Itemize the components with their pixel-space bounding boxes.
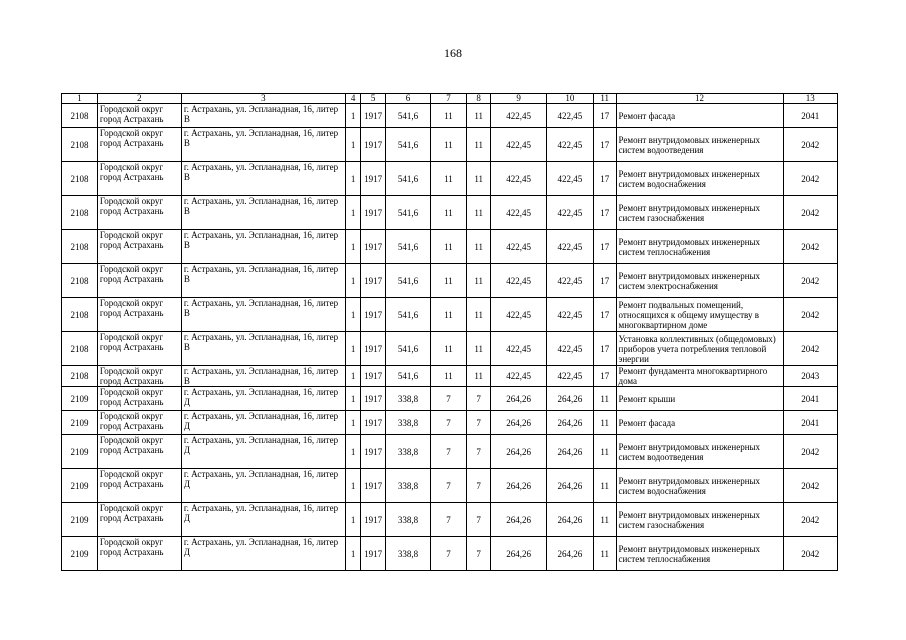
col9-cell: 264,26 [491, 469, 546, 503]
col9-cell: 422,45 [491, 230, 546, 264]
municipality-cell: Городской округ город Астрахань [97, 332, 181, 366]
work-type-cell: Ремонт фасада [616, 104, 783, 128]
address-cell: г. Астрахань, ул. Эспланадная, 16, литер В [181, 162, 345, 196]
col10-cell: 422,45 [546, 128, 593, 162]
work-type-cell: Ремонт внутридомовых инженерных систем теплоснабжения [616, 230, 783, 264]
col11-cell: 17 [593, 196, 616, 230]
plan-year-cell: 2042 [783, 537, 837, 571]
row-id-cell: 2109 [62, 387, 98, 411]
area-cell: 541,6 [385, 104, 430, 128]
col7-cell: 7 [431, 503, 467, 537]
col11-cell: 11 [593, 503, 616, 537]
address-cell: г. Астрахань, ул. Эспланадная, 16, литер Д [181, 503, 345, 537]
year-cell: 1917 [361, 230, 386, 264]
work-type-cell: Ремонт внутридомовых инженерных систем водоотведения [616, 128, 783, 162]
plan-year-cell: 2042 [783, 264, 837, 298]
col9-cell: 264,26 [491, 411, 546, 435]
col4-cell: 1 [345, 411, 360, 435]
col8-cell: 11 [466, 162, 491, 196]
address-cell: г. Астрахань, ул. Эспланадная, 16, литер Д [181, 387, 345, 411]
col11-cell: 17 [593, 264, 616, 298]
col11-cell: 11 [593, 411, 616, 435]
work-type-cell: Ремонт внутридомовых инженерных систем газоснабжения [616, 503, 783, 537]
col4-cell: 1 [345, 264, 360, 298]
col11-cell: 17 [593, 332, 616, 366]
col8-cell: 7 [466, 387, 491, 411]
row-id-cell: 2109 [62, 537, 98, 571]
col8-cell: 11 [466, 230, 491, 264]
municipality-cell: Городской округ город Астрахань [97, 196, 181, 230]
plan-year-cell: 2042 [783, 435, 837, 469]
area-cell: 541,6 [385, 264, 430, 298]
col7-cell: 11 [431, 230, 467, 264]
table-row [62, 298, 838, 332]
area-cell: 338,8 [385, 503, 430, 537]
row-id-cell: 2108 [62, 162, 98, 196]
address-cell: г. Астрахань, ул. Эспланадная, 16, литер В [181, 128, 345, 162]
plan-year-cell: 2042 [783, 196, 837, 230]
col7-cell: 7 [431, 387, 467, 411]
col11-cell: 11 [593, 387, 616, 411]
col4-cell: 1 [345, 104, 360, 128]
work-type-cell: Ремонт фасада [616, 411, 783, 435]
year-cell: 1917 [361, 162, 386, 196]
year-cell: 1917 [361, 128, 386, 162]
year-cell: 1917 [361, 435, 386, 469]
col9-cell: 422,45 [491, 332, 546, 366]
col8-cell: 11 [466, 332, 491, 366]
plan-year-cell: 2041 [783, 104, 837, 128]
address-cell: г. Астрахань, ул. Эспланадная, 16, литер В [181, 298, 345, 332]
row-id-cell: 2108 [62, 332, 98, 366]
column-number-cell: 6 [385, 94, 430, 104]
area-cell: 541,6 [385, 332, 430, 366]
area-cell: 541,6 [385, 162, 430, 196]
plan-year-cell: 2042 [783, 128, 837, 162]
municipality-cell: Городской округ город Астрахань [97, 162, 181, 196]
col9-cell: 264,26 [491, 503, 546, 537]
table-row [62, 503, 838, 537]
col10-cell: 422,45 [546, 366, 593, 387]
row-id-cell: 2109 [62, 503, 98, 537]
col9-cell: 422,45 [491, 162, 546, 196]
col7-cell: 7 [431, 435, 467, 469]
area-cell: 541,6 [385, 128, 430, 162]
address-cell: г. Астрахань, ул. Эспланадная, 16, литер В [181, 332, 345, 366]
column-number-cell: 13 [783, 94, 837, 104]
col11-cell: 17 [593, 366, 616, 387]
table-row [62, 537, 838, 571]
col8-cell: 11 [466, 104, 491, 128]
table-row [62, 196, 838, 230]
table-row [62, 411, 838, 435]
col11-cell: 11 [593, 469, 616, 503]
col10-cell: 264,26 [546, 387, 593, 411]
col11-cell: 11 [593, 537, 616, 571]
column-number-cell: 12 [616, 94, 783, 104]
col4-cell: 1 [345, 435, 360, 469]
row-id-cell: 2108 [62, 128, 98, 162]
year-cell: 1917 [361, 104, 386, 128]
column-number-cell: 3 [181, 94, 345, 104]
col10-cell: 422,45 [546, 230, 593, 264]
municipality-cell: Городской округ город Астрахань [97, 230, 181, 264]
column-number-cell: 5 [361, 94, 386, 104]
col10-cell: 422,45 [546, 298, 593, 332]
col4-cell: 1 [345, 366, 360, 387]
year-cell: 1917 [361, 298, 386, 332]
col4-cell: 1 [345, 503, 360, 537]
work-type-cell: Ремонт внутридомовых инженерных систем теплоснабжения [616, 537, 783, 571]
column-number-cell: 2 [97, 94, 181, 104]
col8-cell: 11 [466, 128, 491, 162]
municipality-cell: Городской округ город Астрахань [97, 264, 181, 298]
row-id-cell: 2109 [62, 435, 98, 469]
year-cell: 1917 [361, 469, 386, 503]
work-type-cell: Установка коллективных (общедомовых) приборов учета потребления тепловой энергии [616, 332, 783, 366]
plan-year-cell: 2042 [783, 298, 837, 332]
col7-cell: 11 [431, 104, 467, 128]
address-cell: г. Астрахань, ул. Эспланадная, 16, литер В [181, 366, 345, 387]
capital-repair-table [61, 93, 838, 571]
col10-cell: 422,45 [546, 332, 593, 366]
col9-cell: 264,26 [491, 435, 546, 469]
col9-cell: 422,45 [491, 366, 546, 387]
municipality-cell: Городской округ город Астрахань [97, 469, 181, 503]
col4-cell: 1 [345, 537, 360, 571]
work-type-cell: Ремонт внутридомовых инженерных систем газоснабжения [616, 196, 783, 230]
plan-year-cell: 2042 [783, 162, 837, 196]
col7-cell: 11 [431, 264, 467, 298]
area-cell: 338,8 [385, 469, 430, 503]
area-cell: 338,8 [385, 537, 430, 571]
column-number-row [62, 94, 838, 104]
col7-cell: 11 [431, 366, 467, 387]
area-cell: 338,8 [385, 387, 430, 411]
year-cell: 1917 [361, 332, 386, 366]
col4-cell: 1 [345, 387, 360, 411]
col10-cell: 422,45 [546, 264, 593, 298]
area-cell: 338,8 [385, 435, 430, 469]
col9-cell: 422,45 [491, 196, 546, 230]
col7-cell: 7 [431, 537, 467, 571]
table-row [62, 128, 838, 162]
row-id-cell: 2108 [62, 298, 98, 332]
col9-cell: 422,45 [491, 264, 546, 298]
work-type-cell: Ремонт фундамента многоквартирного дома [616, 366, 783, 387]
address-cell: г. Астрахань, ул. Эспланадная, 16, литер В [181, 104, 345, 128]
plan-year-cell: 2042 [783, 469, 837, 503]
col7-cell: 11 [431, 196, 467, 230]
column-number-cell: 10 [546, 94, 593, 104]
address-cell: г. Астрахань, ул. Эспланадная, 16, литер Д [181, 435, 345, 469]
work-type-cell: Ремонт крыши [616, 387, 783, 411]
col11-cell: 17 [593, 162, 616, 196]
row-id-cell: 2108 [62, 366, 98, 387]
page-number: 168 [444, 46, 462, 60]
work-type-cell: Ремонт подвальных помещений, относящихся к общему имуществу в многоквартирном доме [616, 298, 783, 332]
col8-cell: 7 [466, 537, 491, 571]
col8-cell: 7 [466, 503, 491, 537]
column-number-cell: 8 [466, 94, 491, 104]
table-row [62, 332, 838, 366]
col10-cell: 264,26 [546, 503, 593, 537]
address-cell: г. Астрахань, ул. Эспланадная, 16, литер Д [181, 411, 345, 435]
col4-cell: 1 [345, 332, 360, 366]
column-number-cell: 1 [62, 94, 98, 104]
table-row [62, 104, 838, 128]
column-number-cell: 11 [593, 94, 616, 104]
col10-cell: 264,26 [546, 537, 593, 571]
col8-cell: 7 [466, 469, 491, 503]
table-row [62, 366, 838, 387]
col11-cell: 17 [593, 104, 616, 128]
work-type-cell: Ремонт внутридомовых инженерных систем электроснабжения [616, 264, 783, 298]
col4-cell: 1 [345, 298, 360, 332]
col8-cell: 11 [466, 366, 491, 387]
col7-cell: 7 [431, 469, 467, 503]
work-type-cell: Ремонт внутридомовых инженерных систем водоснабжения [616, 162, 783, 196]
address-cell: г. Астрахань, ул. Эспланадная, 16, литер В [181, 230, 345, 264]
year-cell: 1917 [361, 537, 386, 571]
column-number-cell: 9 [491, 94, 546, 104]
col7-cell: 11 [431, 162, 467, 196]
col10-cell: 264,26 [546, 469, 593, 503]
work-type-cell: Ремонт внутридомовых инженерных систем водоотведения [616, 435, 783, 469]
col8-cell: 7 [466, 435, 491, 469]
municipality-cell: Городской округ город Астрахань [97, 537, 181, 571]
area-cell: 541,6 [385, 196, 430, 230]
table-row [62, 162, 838, 196]
col11-cell: 17 [593, 298, 616, 332]
row-id-cell: 2109 [62, 411, 98, 435]
area-cell: 541,6 [385, 230, 430, 264]
area-cell: 541,6 [385, 366, 430, 387]
col4-cell: 1 [345, 196, 360, 230]
row-id-cell: 2108 [62, 196, 98, 230]
col10-cell: 264,26 [546, 435, 593, 469]
table-row [62, 387, 838, 411]
municipality-cell: Городской округ город Астрахань [97, 104, 181, 128]
year-cell: 1917 [361, 387, 386, 411]
col9-cell: 422,45 [491, 104, 546, 128]
col10-cell: 422,45 [546, 104, 593, 128]
year-cell: 1917 [361, 366, 386, 387]
row-id-cell: 2109 [62, 469, 98, 503]
municipality-cell: Городской округ город Астрахань [97, 435, 181, 469]
row-id-cell: 2108 [62, 264, 98, 298]
col9-cell: 264,26 [491, 537, 546, 571]
plan-year-cell: 2043 [783, 366, 837, 387]
col9-cell: 422,45 [491, 128, 546, 162]
plan-year-cell: 2041 [783, 411, 837, 435]
plan-year-cell: 2042 [783, 332, 837, 366]
table-row [62, 435, 838, 469]
municipality-cell: Городской округ город Астрахань [97, 298, 181, 332]
address-cell: г. Астрахань, ул. Эспланадная, 16, литер В [181, 264, 345, 298]
col7-cell: 7 [431, 411, 467, 435]
col7-cell: 11 [431, 128, 467, 162]
col7-cell: 11 [431, 332, 467, 366]
table-row [62, 469, 838, 503]
work-type-cell: Ремонт внутридомовых инженерных систем водоснабжения [616, 469, 783, 503]
year-cell: 1917 [361, 411, 386, 435]
row-id-cell: 2108 [62, 104, 98, 128]
year-cell: 1917 [361, 264, 386, 298]
address-cell: г. Астрахань, ул. Эспланадная, 16, литер Д [181, 469, 345, 503]
plan-year-cell: 2042 [783, 503, 837, 537]
year-cell: 1917 [361, 503, 386, 537]
col4-cell: 1 [345, 230, 360, 264]
municipality-cell: Городской округ город Астрахань [97, 128, 181, 162]
municipality-cell: Городской округ город Астрахань [97, 366, 181, 387]
plan-year-cell: 2042 [783, 230, 837, 264]
area-cell: 338,8 [385, 411, 430, 435]
col7-cell: 11 [431, 298, 467, 332]
col8-cell: 11 [466, 196, 491, 230]
plan-year-cell: 2041 [783, 387, 837, 411]
row-id-cell: 2108 [62, 230, 98, 264]
year-cell: 1917 [361, 196, 386, 230]
table-row [62, 230, 838, 264]
col10-cell: 264,26 [546, 411, 593, 435]
col4-cell: 1 [345, 162, 360, 196]
municipality-cell: Городской округ город Астрахань [97, 503, 181, 537]
col10-cell: 422,45 [546, 162, 593, 196]
area-cell: 541,6 [385, 298, 430, 332]
col4-cell: 1 [345, 128, 360, 162]
col9-cell: 422,45 [491, 298, 546, 332]
col11-cell: 17 [593, 230, 616, 264]
col10-cell: 422,45 [546, 196, 593, 230]
municipality-cell: Городской округ город Астрахань [97, 411, 181, 435]
col9-cell: 264,26 [491, 387, 546, 411]
column-number-cell: 4 [345, 94, 360, 104]
col8-cell: 11 [466, 298, 491, 332]
col8-cell: 7 [466, 411, 491, 435]
column-number-cell: 7 [431, 94, 467, 104]
col8-cell: 11 [466, 264, 491, 298]
col11-cell: 17 [593, 128, 616, 162]
address-cell: г. Астрахань, ул. Эспланадная, 16, литер Д [181, 537, 345, 571]
address-cell: г. Астрахань, ул. Эспланадная, 16, литер В [181, 196, 345, 230]
municipality-cell: Городской округ город Астрахань [97, 387, 181, 411]
table-row [62, 264, 838, 298]
col11-cell: 11 [593, 435, 616, 469]
col4-cell: 1 [345, 469, 360, 503]
